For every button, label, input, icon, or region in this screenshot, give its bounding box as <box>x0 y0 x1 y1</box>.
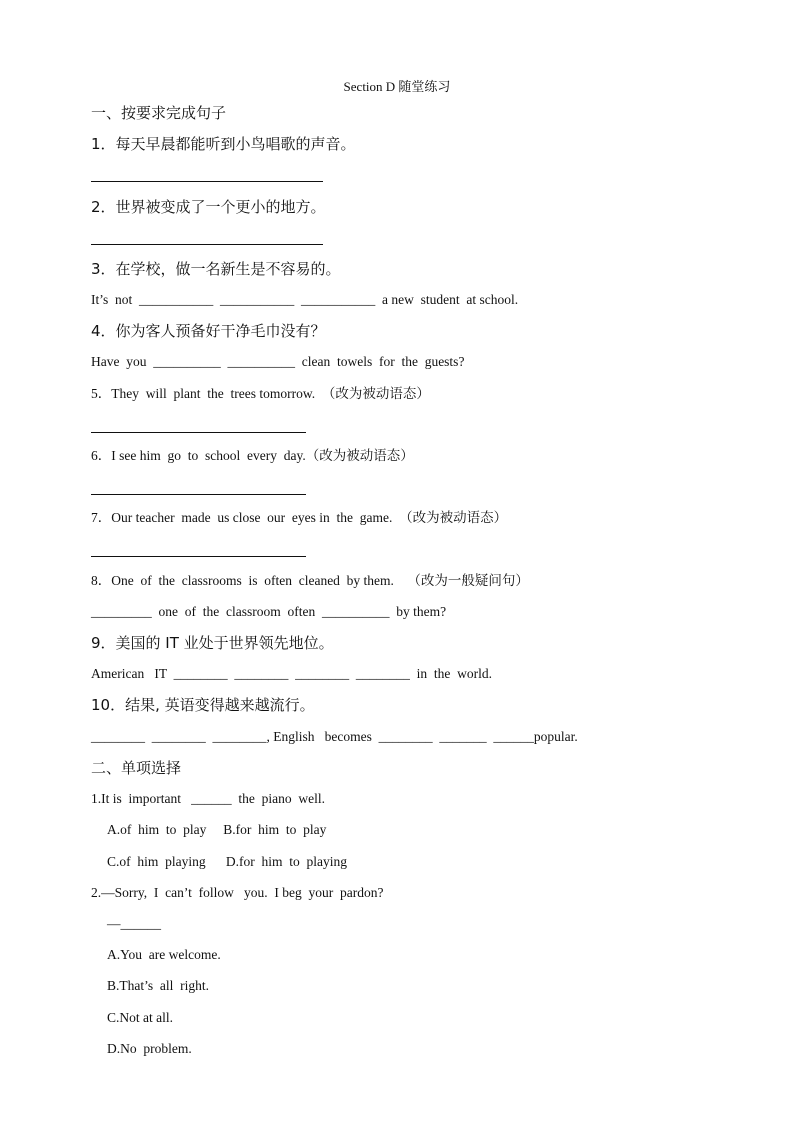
question-6: 6．I see him go to school every day.（改为被动语态） <box>91 448 414 463</box>
mc-question-2: 2.—Sorry, I can’t follow you. I beg your pardon? <box>91 885 384 900</box>
question-1: 1．每天早晨都能听到小鸟唱歌的声音。 <box>91 135 356 153</box>
question-2: 2．世界被变成了一个更小的地方。 <box>91 198 326 216</box>
mc-question-2-option-a[interactable]: A.You are welcome. <box>107 947 221 962</box>
question-7: 7．Our teacher made us close our eyes in the game. （改为被动语态） <box>91 510 508 525</box>
answer-line-7[interactable] <box>91 556 306 557</box>
answer-line-5[interactable] <box>91 432 306 433</box>
section-heading-multiple-choice: 二、单项选择 <box>91 759 182 777</box>
answer-line-6[interactable] <box>91 494 306 495</box>
question-10-fill-in[interactable]: ________ ________ ________, English becomes ________ _______ ______popular. <box>91 729 578 744</box>
question-4: 4．你为客人预备好干净毛巾没有？ <box>91 322 326 340</box>
mc-question-2-option-b[interactable]: B.That’s all right. <box>107 978 209 993</box>
answer-line-1[interactable] <box>91 181 323 182</box>
page-title: Section D 随堂练习 <box>343 79 451 94</box>
question-9: 9．美国的 IT 业处于世界领先地位。 <box>91 634 334 652</box>
question-3-fill-in[interactable]: It’s not ___________ ___________ ___________ a new student at school. <box>91 292 519 307</box>
mc-question-1: 1.It is important ______ the piano well. <box>91 791 325 806</box>
question-8-fill-in[interactable]: _________ one of the classroom often __________ by them? <box>91 604 447 619</box>
mc-question-2-reply-blank[interactable]: —______ <box>107 916 161 931</box>
mc-question-1-options-cd[interactable]: C.of him playing D.for him to playing <box>107 854 347 869</box>
answer-line-2[interactable] <box>91 244 323 245</box>
mc-question-2-option-d[interactable]: D.No problem. <box>107 1041 192 1056</box>
question-5: 5．They will plant the trees tomorrow. （改为被动语态） <box>91 386 430 401</box>
mc-question-2-option-c[interactable]: C.Not at all. <box>107 1010 173 1025</box>
question-4-fill-in[interactable]: Have you __________ __________ clean towels for the guests? <box>91 354 465 369</box>
question-9-fill-in[interactable]: American IT ________ ________ ________ ________ in the world. <box>91 666 492 681</box>
question-10: 10．结果, 英语变得越来越流行。 <box>91 696 315 714</box>
question-8: 8．One of the classrooms is often cleaned by them. （改为一般疑问句） <box>91 573 529 588</box>
question-3: 3．在学校，做一名新生是不容易的。 <box>91 260 341 278</box>
section-heading-complete-sentences: 一、按要求完成句子 <box>91 104 227 122</box>
mc-question-1-options-ab[interactable]: A.of him to play B.for him to play <box>107 822 327 837</box>
